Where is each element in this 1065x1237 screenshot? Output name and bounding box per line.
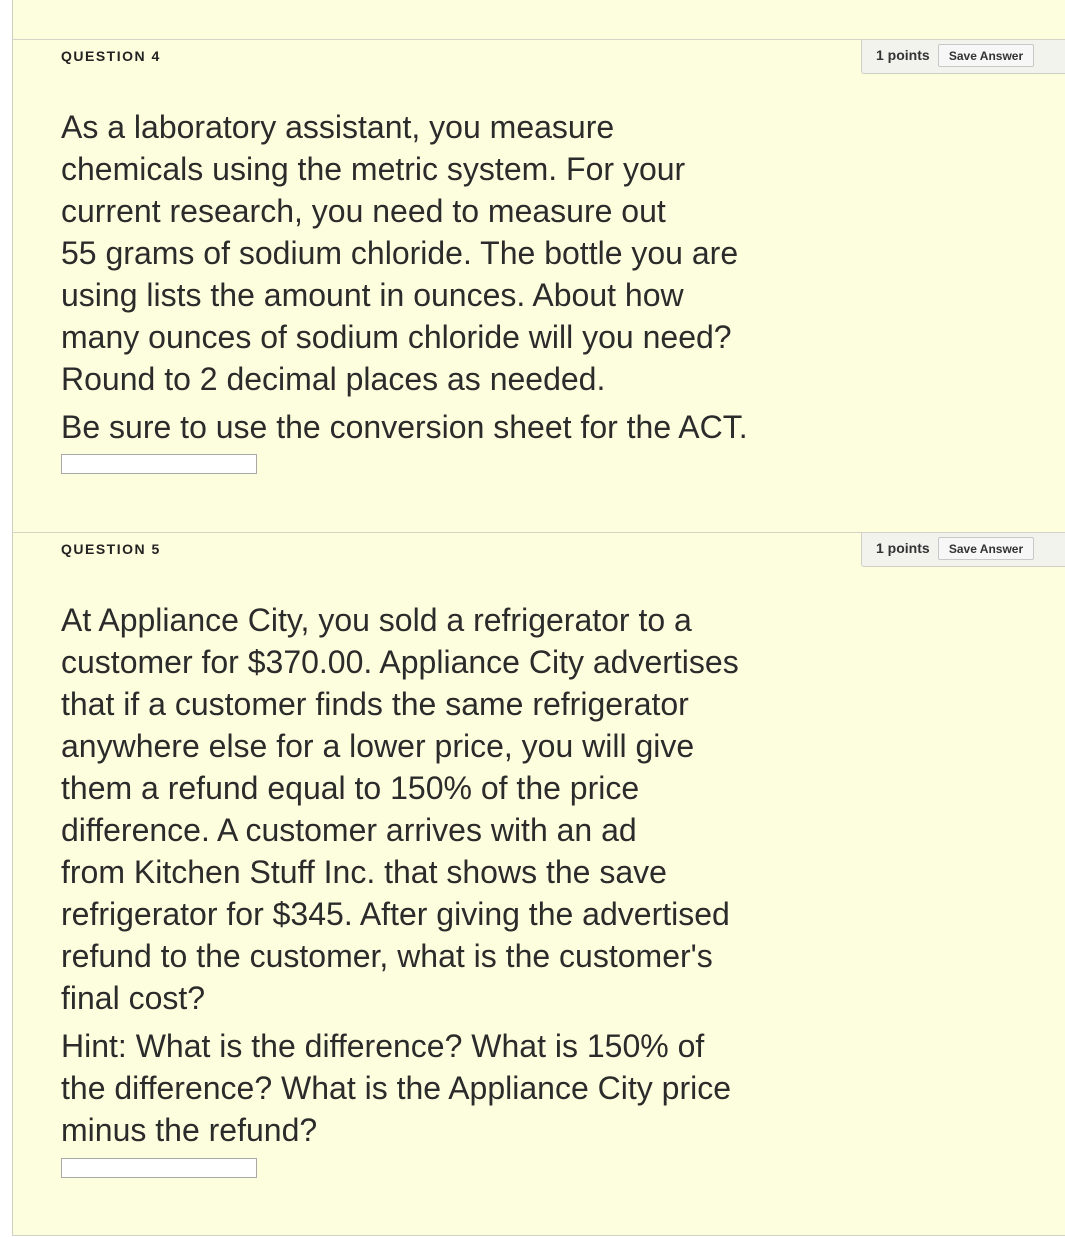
question-text [61, 106, 841, 448]
points-panel [861, 40, 1065, 74]
question-line: difference. A customer arrives with an ad [61, 812, 637, 848]
question-line: refrigerator for $345. After giving the advertised [61, 896, 730, 932]
save-answer-button[interactable]: Save Answer [938, 44, 1034, 67]
save-answer-button[interactable]: Save Answer [938, 537, 1034, 560]
question-line: Round to 2 decimal places as needed. [61, 361, 606, 397]
answer-input[interactable] [61, 454, 257, 474]
question-line: them a refund equal to 150% of the price [61, 770, 640, 806]
question-line: customer for $370.00. Appliance City advertises [61, 644, 739, 680]
question-line: that if a customer finds the same refrigerator [61, 686, 689, 722]
question-title: QUESTION 4 [61, 48, 161, 64]
previous-question-bottom [12, 0, 1065, 39]
points-label: 1 points [876, 540, 930, 556]
question-line: As a laboratory assistant, you measure [61, 109, 615, 145]
question-4 [12, 39, 1065, 533]
hint-line: the difference? What is the Appliance City price [61, 1070, 731, 1106]
answer-input[interactable] [61, 1158, 257, 1178]
points-label: 1 points [876, 47, 930, 63]
question-line: refund to the customer, what is the customer's [61, 938, 713, 974]
question-line: anywhere else for a lower price, you will give [61, 728, 695, 764]
question-5 [12, 532, 1065, 1236]
question-title: QUESTION 5 [61, 541, 161, 557]
question-line: current research, you need to measure out [61, 193, 666, 229]
question-line: 55 grams of sodium chloride. The bottle you are [61, 235, 739, 271]
question-line: from Kitchen Stuff Inc. that shows the save [61, 854, 667, 890]
hint-line: Hint: What is the difference? What is 150% of [61, 1028, 705, 1064]
question-line: At Appliance City, you sold a refrigerator to a [61, 602, 692, 638]
question-text [61, 599, 841, 1151]
points-panel [861, 533, 1065, 567]
question-line: using lists the amount in ounces. About how [61, 277, 684, 313]
question-note: Be sure to use the conversion sheet for the ACT. [61, 409, 748, 445]
question-line: chemicals using the metric system. For your [61, 151, 686, 187]
question-line: final cost? [61, 980, 206, 1016]
question-line: many ounces of sodium chloride will you need? [61, 319, 732, 355]
hint-line: minus the refund? [61, 1112, 318, 1148]
